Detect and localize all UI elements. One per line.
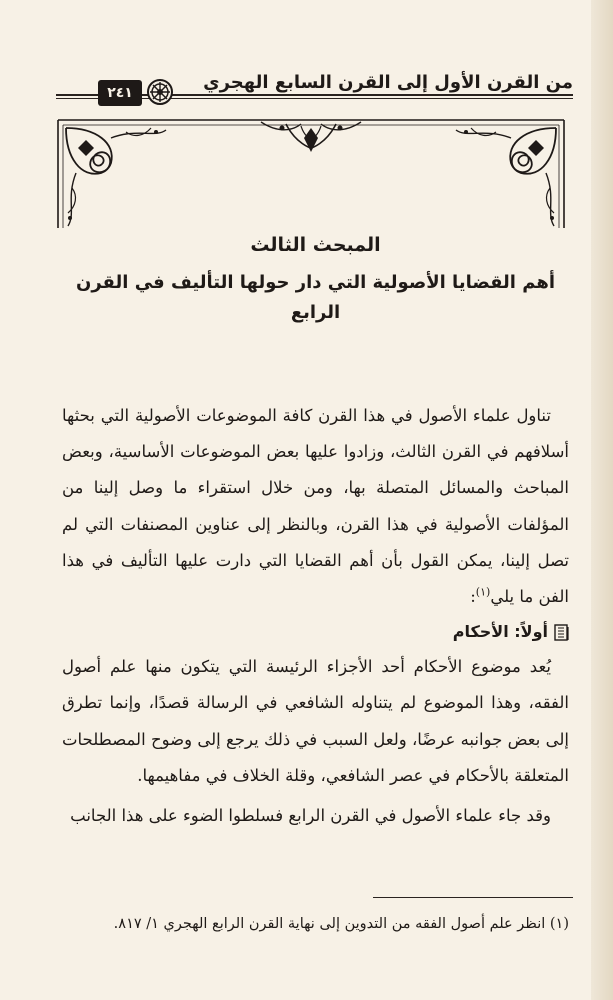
intro-end: :: [470, 587, 476, 607]
book-icon: [554, 624, 569, 641]
intro-paragraph: [62, 398, 569, 615]
footnote: (١) انظر علم أصول الفقه من التدوين إلى نهاية القرن الرابع الهجري ١/ ٨١٧.: [113, 916, 569, 932]
section-heading: المبحث الثالث: [250, 234, 381, 256]
running-title: من القرن الأول إلى القرن السابع الهجري: [195, 72, 573, 94]
intro-text: تناول علماء الأصول في هذا القرن كافة الموضوعات الأصولية التي بحثها أسلافهم في القرن الثالث، وزادوا عليها بعض الموضوعات الأساسية، وبعض المباحث والمسائل المتصلة بها، ومن خلال استقراء ما وصل إلينا من المؤلفات الأصولية في هذا القرن، وبالنظر إلى عناوين المصنفات التي لم تصل إلينا، يمكن القول بأن أهم القضايا التي دارت عليها التأليف في هذا الفن ما يلي: [62, 406, 569, 607]
page-edge: [591, 0, 613, 1000]
rosette-icon: [146, 78, 174, 106]
page-content: [62, 230, 569, 834]
paragraph-2: يُعد موضوع الأحكام أحد الأجزاء الرئيسة التي يتكون منها علم أصول الفقه، وهذا الموضوع لم يتناوله الشافعي في الرسالة قصدًا، وإنما تطرق إلى بعض جوانبه عرضًا، ولعل السبب في ذلك يرجع إلى وضوح المصطلحات المتعلقة بالأحكام في عصر الشافعي، وقلة الخلاف في مفاهيمها.: [62, 657, 569, 785]
page-number: ٢٤١: [98, 80, 142, 106]
footnote-ref[interactable]: (١): [475, 585, 491, 599]
page-header: [56, 72, 573, 112]
paragraph-3: وقد جاء علماء الأصول في القرن الرابع فسلطوا الضوء على هذا الجانب: [70, 806, 551, 826]
subsection-heading: [62, 615, 569, 649]
footnote-rule: [373, 897, 573, 898]
subsection-label: أولاً: الأحكام: [452, 622, 548, 642]
section-title: أهم القضايا الأصولية التي دار حولها التأليف في القرن الرابع: [75, 272, 555, 323]
ornamental-frame: [56, 118, 566, 230]
